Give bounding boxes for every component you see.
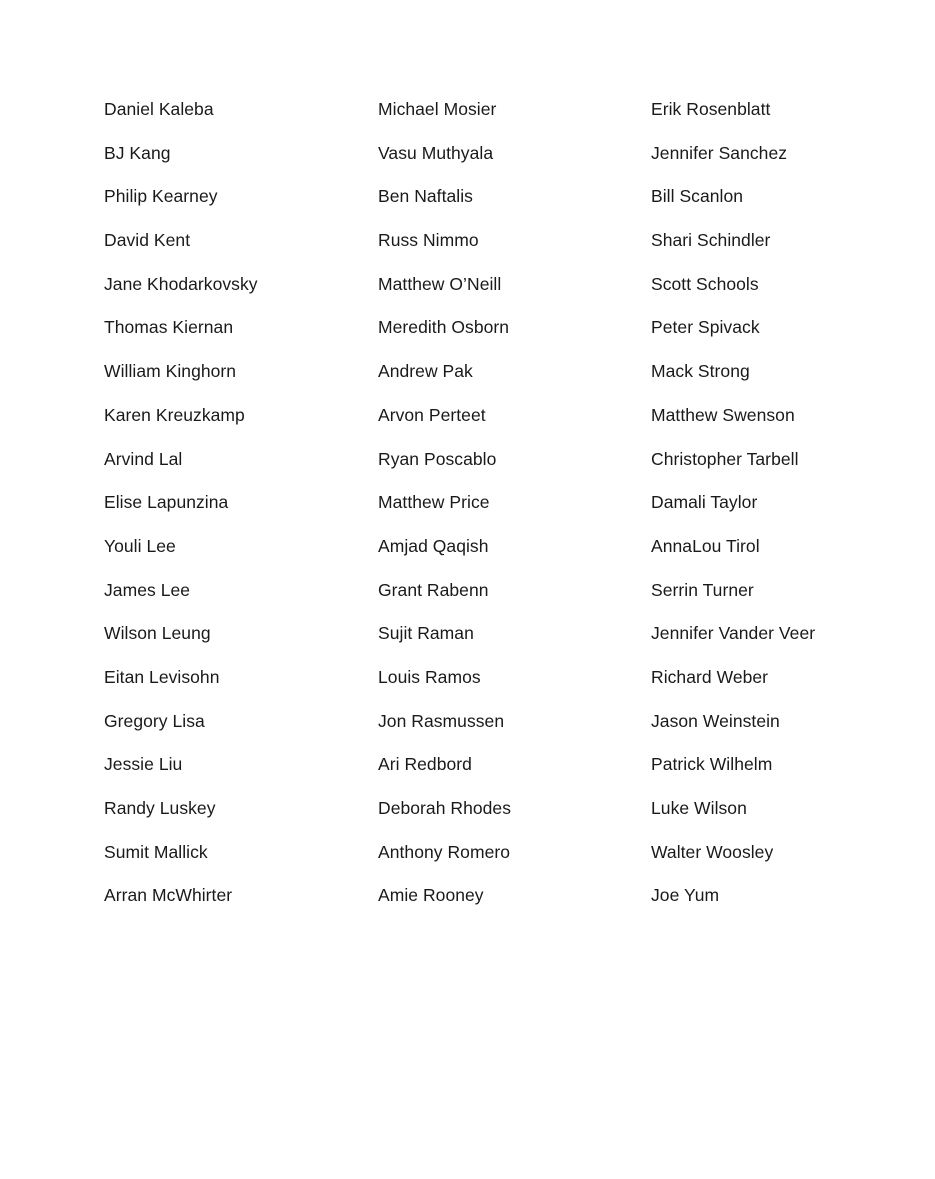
name-entry: Elise Lapunzina (104, 492, 229, 513)
name-entry: Matthew Price (378, 492, 490, 513)
name-entry: Wilson Leung (104, 623, 211, 644)
name-column-1 (104, 95, 258, 925)
name-entry: Gregory Lisa (104, 710, 205, 731)
name-entry: Joe Yum (651, 885, 720, 906)
name-entry: Matthew O’Neill (378, 273, 502, 294)
name-entry: Anthony Romero (378, 841, 511, 862)
name-entry: Grant Rabenn (378, 579, 489, 600)
name-entry: Scott Schools (651, 273, 759, 294)
name-entry: Jennifer Vander Veer (651, 623, 816, 644)
name-entry: Ryan Poscablo (378, 448, 497, 469)
name-entry: Peter Spivack (651, 317, 760, 338)
name-entry: Christopher Tarbell (651, 448, 799, 469)
name-entry: Eitan Levisohn (104, 666, 220, 687)
name-entry: Philip Kearney (104, 186, 218, 207)
name-entry: Arvind Lal (104, 448, 183, 469)
name-entry: Jason Weinstein (651, 710, 780, 731)
name-entry: Karen Kreuzkamp (104, 404, 245, 425)
name-entry: Randy Luskey (104, 798, 216, 818)
name-entry: James Lee (104, 579, 191, 600)
name-column-3 (651, 95, 815, 925)
name-entry: Sujit Raman (378, 623, 474, 644)
name-entry: Walter Woosley (651, 841, 774, 862)
name-entry: Jon Rasmussen (378, 710, 505, 731)
name-entry: Matthew Swenson (651, 404, 795, 425)
name-entry: Andrew Pak (378, 361, 473, 382)
name-entry: Thomas Kiernan (104, 317, 234, 338)
name-entry: David Kent (104, 230, 191, 251)
name-entry: Amjad Qaqish (378, 535, 489, 556)
name-entry: Meredith Osborn (378, 317, 510, 338)
name-entry: Erik Rosenblatt (651, 99, 771, 119)
name-entry: Youli Lee (104, 535, 176, 556)
name-entry: Bill Scanlon (651, 186, 744, 207)
name-entry: Jessie Liu (104, 754, 183, 775)
name-entry: Richard Weber (651, 666, 769, 687)
name-entry: Arvon Perteet (378, 404, 486, 425)
name-entry: Mack Strong (651, 361, 750, 382)
name-column-2 (378, 95, 511, 925)
name-entry: Patrick Wilhelm (651, 754, 773, 775)
name-entry: AnnaLou Tirol (651, 535, 760, 556)
name-entry: Deborah Rhodes (378, 798, 512, 818)
name-entry: Serrin Turner (651, 579, 754, 600)
name-entry: Amie Rooney (378, 885, 484, 906)
name-entry: Arran McWhirter (104, 885, 233, 906)
name-entry: Russ Nimmo (378, 230, 479, 251)
name-entry: Luke Wilson (651, 798, 747, 818)
name-entry: Sumit Mallick (104, 841, 208, 862)
name-entry: Jane Khodarkovsky (104, 273, 258, 294)
name-entry: Jennifer Sanchez (651, 142, 788, 163)
name-entry: Vasu Muthyala (378, 142, 494, 163)
name-entry: Louis Ramos (378, 666, 481, 687)
name-entry: Damali Taylor (651, 492, 758, 513)
name-entry: Michael Mosier (378, 99, 497, 119)
name-entry: Ari Redbord (378, 754, 472, 775)
name-entry: Daniel Kaleba (104, 99, 214, 119)
name-entry: BJ Kang (104, 142, 171, 163)
name-entry: Shari Schindler (651, 230, 771, 251)
name-entry: William Kinghorn (104, 361, 237, 382)
name-entry: Ben Naftalis (378, 186, 473, 207)
